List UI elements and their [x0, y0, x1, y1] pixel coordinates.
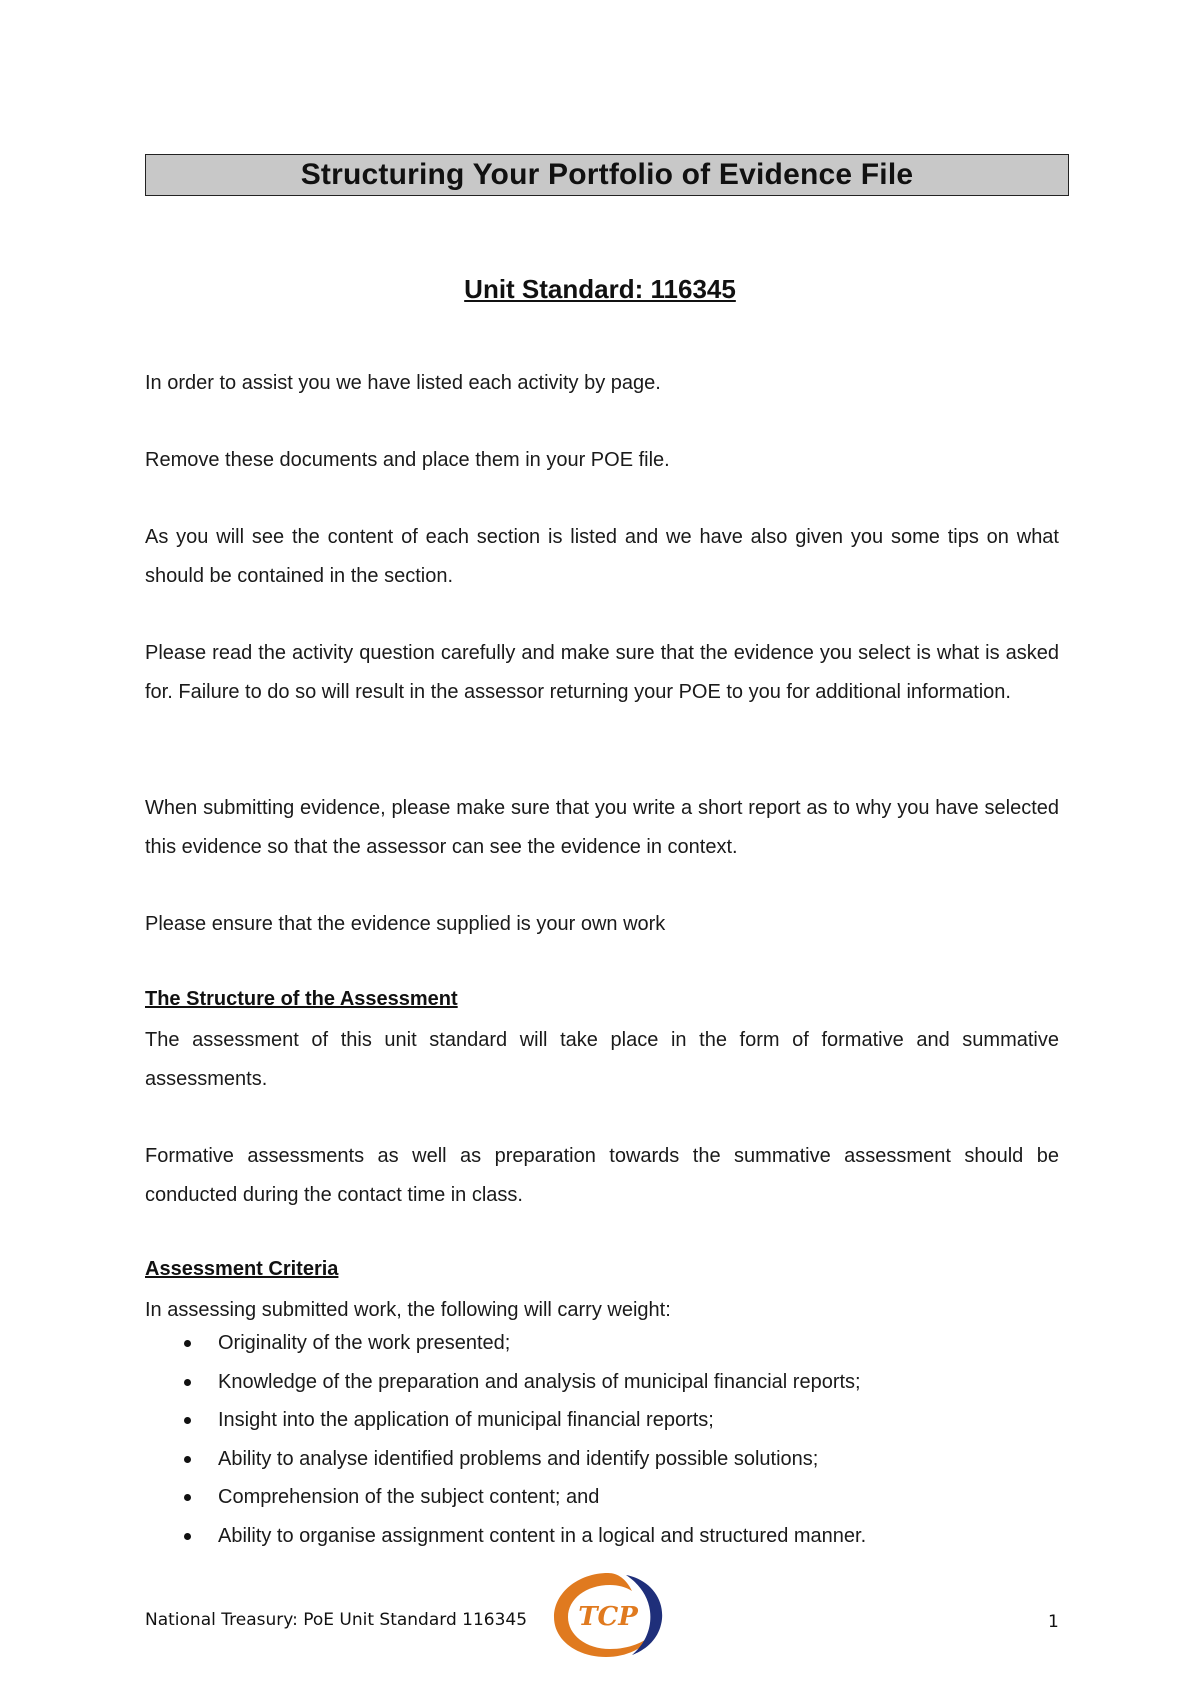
bullet-icon — [184, 1456, 191, 1463]
logo-text: TCP — [578, 1602, 638, 1632]
criteria-intro: In assessing submitted work, the following will carry weight: — [145, 1299, 671, 1321]
list-item: Ability to organise assignment content in a logical and structured manner. — [145, 1517, 866, 1556]
criteria-heading: Assessment Criteria — [145, 1258, 339, 1280]
unit-standard-heading: Unit Standard: 116345 — [464, 274, 736, 304]
criteria-list — [145, 1324, 866, 1555]
structure-heading: The Structure of the Assessment — [145, 988, 458, 1010]
list-item: Insight into the application of municipal financial reports; — [145, 1401, 866, 1440]
bullet-icon — [184, 1340, 191, 1347]
footer-text: National Treasury: PoE Unit Standard 116345 — [145, 1610, 528, 1630]
title-box — [145, 154, 1069, 196]
structure-paragraph: The assessment of this unit standard will take place in the form of formative and summative assessments. — [145, 1029, 1059, 1090]
intro-paragraph: Please ensure that the evidence supplied is your own work — [145, 913, 666, 935]
intro-paragraph: Remove these documents and place them in your POE file. — [145, 449, 670, 471]
intro-paragraph: Please read the activity question carefully and make sure that the evidence you select is what is asked for. Failure to do so will result in the assessor returning your POE to you for additional information. — [145, 642, 1059, 703]
document-title: Structuring Your Portfolio of Evidence File — [300, 158, 914, 191]
intro-paragraph: As you will see the content of each section is listed and we have also given you some tips on what should be contained in the section. — [145, 526, 1059, 587]
bullet-icon — [184, 1379, 191, 1386]
list-item: Originality of the work presented; — [145, 1324, 866, 1363]
bullet-icon — [184, 1417, 191, 1424]
structure-paragraph: Formative assessments as well as preparation towards the summative assessment should be conducted during the contact time in class. — [145, 1145, 1059, 1206]
intro-paragraph: In order to assist you we have listed each activity by page. — [145, 372, 661, 394]
bullet-icon — [184, 1533, 191, 1540]
intro-paragraph: When submitting evidence, please make sure that you write a short report as to why you have selected this evidence so that the assessor can see the evidence in context. — [145, 797, 1059, 858]
bullet-icon — [184, 1494, 191, 1501]
list-item: Ability to analyse identified problems and identify possible solutions; — [145, 1440, 866, 1479]
list-item: Comprehension of the subject content; and — [145, 1478, 866, 1517]
list-item: Knowledge of the preparation and analysis of municipal financial reports; — [145, 1363, 866, 1402]
tcp-logo — [548, 1567, 668, 1659]
page-number: 1 — [1048, 1612, 1059, 1632]
